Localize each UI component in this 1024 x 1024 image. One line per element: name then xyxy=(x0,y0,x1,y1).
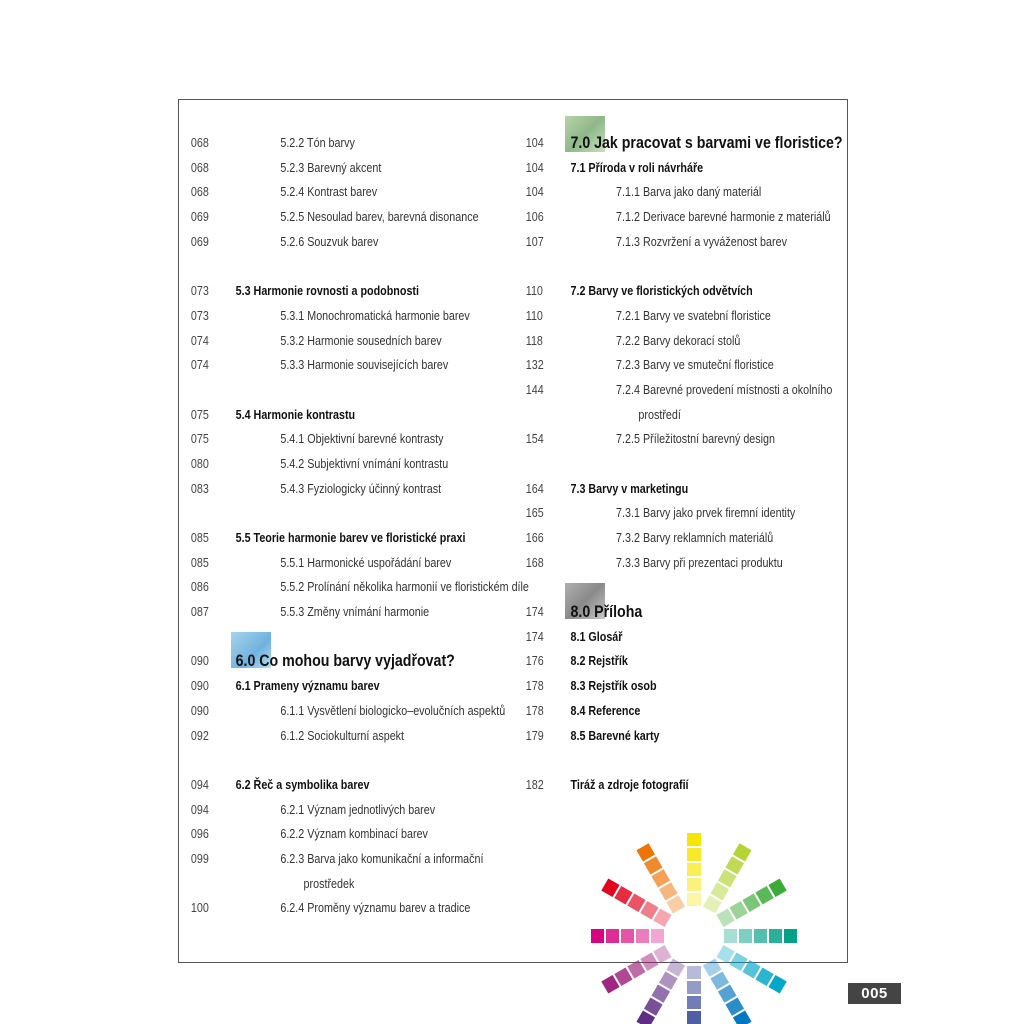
toc-page-number: 068 xyxy=(190,160,209,175)
toc-page-number: 085 xyxy=(190,555,209,570)
toc-entry-title: 6.2.1 Význam jednotlivých barev xyxy=(280,802,436,817)
toc-entry xyxy=(178,403,505,428)
toc-entry xyxy=(512,205,839,230)
toc-entry-title: 6.2.2 Význam kombinací barev xyxy=(280,827,428,842)
toc-page-number: 178 xyxy=(525,679,544,694)
toc-page-number: 144 xyxy=(525,382,544,397)
toc-entry-title: 8.5 Barevné karty xyxy=(570,728,660,743)
toc-page-number: 075 xyxy=(190,432,209,447)
toc-page-number: 106 xyxy=(525,210,544,225)
toc-entry xyxy=(178,427,505,452)
toc-entry-title: Tiráž a zdroje fotografií xyxy=(570,777,689,792)
toc-page-number: 087 xyxy=(190,605,209,620)
toc-page-number: 168 xyxy=(525,555,544,570)
toc-entry xyxy=(512,526,839,551)
toc-entry-title: 5.2.2 Tón barvy xyxy=(280,136,355,150)
toc-entry xyxy=(178,798,505,823)
toc-page-number: 074 xyxy=(190,333,209,348)
toc-page-number: 092 xyxy=(190,728,209,743)
color-wheel-swatch xyxy=(724,929,737,943)
toc-entry-title: 7.1.3 Rozvržení a vyváženost barev xyxy=(616,234,787,249)
toc-page-number: 069 xyxy=(190,234,209,249)
toc-entry xyxy=(512,353,839,378)
toc-page-number: 165 xyxy=(525,506,544,521)
toc-page-number: 090 xyxy=(190,654,209,669)
toc-entry-title: 6.1.1 Vysvětlení biologicko–evolučních aspektů xyxy=(280,703,506,718)
toc-entry xyxy=(512,304,839,329)
toc-page-number: 154 xyxy=(525,432,544,447)
toc-entry-title: 5.5.1 Harmonické uspořádání barev xyxy=(280,555,452,570)
toc-entry-title: 8.2 Rejstřík xyxy=(570,654,628,669)
color-wheel-graphic xyxy=(586,828,802,1024)
color-wheel-swatch xyxy=(687,981,701,994)
toc-page-number: 132 xyxy=(525,358,544,373)
toc-entry xyxy=(178,156,505,181)
toc-entry-title: 6.0 Co mohou barvy vyjadřovat? xyxy=(235,652,455,671)
toc-page-number: 174 xyxy=(525,629,544,644)
toc-page-number: 110 xyxy=(525,308,543,323)
toc-entry xyxy=(512,279,839,304)
toc-entry xyxy=(178,452,505,477)
toc-entry-title: 7.2 Barvy ve floristických odvětvích xyxy=(570,284,753,299)
toc-entry xyxy=(512,156,839,181)
toc-entry-title: prostředek xyxy=(303,876,355,891)
toc-entry xyxy=(178,724,505,749)
color-wheel-swatch xyxy=(687,996,701,1009)
toc-entry-title: 7.2.2 Barvy dekorací stolů xyxy=(616,333,741,348)
page-number-badge: 005 xyxy=(848,983,901,1004)
toc-entry-title: 5.5.2 Prolínání několika harmonií ve floristickém díle xyxy=(280,580,529,595)
toc-entry xyxy=(178,304,505,329)
toc-entry-title: 7.1.2 Derivace barevné harmonie z materiálů xyxy=(616,210,831,225)
toc-page-number: 104 xyxy=(525,136,544,150)
toc-entry xyxy=(178,674,505,699)
color-wheel-swatch xyxy=(739,929,752,943)
color-wheel-swatch xyxy=(769,929,782,943)
toc-entry xyxy=(512,699,839,724)
color-wheel-swatch xyxy=(687,833,701,846)
toc-entry-title: 5.2.6 Souzvuk barev xyxy=(280,234,379,249)
toc-entry-title: 7.1.1 Barva jako daný materiál xyxy=(616,185,762,200)
toc-entry xyxy=(178,649,505,674)
toc-entry xyxy=(178,180,505,205)
toc-page-number: 068 xyxy=(190,136,209,150)
toc-entry-title: 7.3.3 Barvy při prezentaci produktu xyxy=(616,555,783,570)
toc-page-number: 110 xyxy=(525,284,543,299)
toc-entry xyxy=(178,822,505,847)
toc-entry-title: 8.3 Rejstřík osob xyxy=(570,679,657,694)
toc-entry xyxy=(178,773,505,798)
color-wheel-swatch xyxy=(687,966,701,979)
toc-entry-title: 6.2.4 Proměny významu barev a tradice xyxy=(280,901,471,916)
toc-entry-title: 7.0 Jak pracovat s barvami ve floristice? xyxy=(570,134,843,152)
color-wheel-swatch xyxy=(687,878,701,891)
toc-entry-title: 5.4.2 Subjektivní vnímání kontrastu xyxy=(280,456,449,471)
toc-entry xyxy=(512,674,839,699)
toc-entry xyxy=(178,526,505,551)
toc-page-number: 090 xyxy=(190,703,209,718)
toc-entry-title: 7.2.1 Barvy ve svatební floristice xyxy=(616,308,771,323)
toc-entry xyxy=(512,600,839,625)
toc-entry xyxy=(178,896,505,921)
toc-entry-title: 7.2.4 Barevné provedení místnosti a okolního xyxy=(616,382,833,397)
toc-entry-title: 6.2.3 Barva jako komunikační a informační xyxy=(280,851,484,866)
toc-page-number: 166 xyxy=(525,531,544,545)
toc-entry xyxy=(178,872,505,897)
toc-entry-title: 7.3.1 Barvy jako prvek firemní identity xyxy=(616,506,796,521)
toc-page-number: 075 xyxy=(190,407,209,422)
toc-page-number: 083 xyxy=(190,481,209,496)
color-wheel-swatch xyxy=(591,929,604,943)
toc-entry-title: 5.5 Teorie harmonie barev ve floristické praxi xyxy=(235,531,466,545)
toc-left-column xyxy=(178,131,529,921)
toc-page-number: 164 xyxy=(525,481,544,496)
toc-entry xyxy=(178,600,505,625)
toc-entry-title: 8.1 Glosář xyxy=(570,629,623,644)
toc-entry-title: prostředí xyxy=(638,407,681,422)
toc-entry xyxy=(512,724,839,749)
toc-entry xyxy=(512,551,839,576)
toc-entry xyxy=(178,699,505,724)
toc-page-number: 086 xyxy=(190,580,209,595)
toc-entry xyxy=(178,353,505,378)
toc-page-number: 176 xyxy=(525,654,544,669)
toc-entry xyxy=(512,625,839,650)
toc-entry-title: 7.2.3 Barvy ve smuteční floristice xyxy=(616,358,774,373)
color-wheel-swatch xyxy=(687,848,701,861)
toc-entry-title: 8.0 Příloha xyxy=(570,603,643,622)
toc-page-number: 094 xyxy=(190,777,209,792)
toc-entry xyxy=(178,575,529,600)
toc-entry-title: 7.3.2 Barvy reklamních materiálů xyxy=(616,531,774,545)
toc-page-number: 090 xyxy=(190,679,209,694)
toc-entry-title: 7.1 Příroda v roli návrháře xyxy=(570,160,704,175)
color-wheel-swatch xyxy=(687,893,701,906)
toc-entry xyxy=(178,551,505,576)
toc-page-number: 069 xyxy=(190,210,209,225)
toc-page-number: 073 xyxy=(190,284,209,299)
toc-entry-title: 7.2.5 Příležitostní barevný design xyxy=(616,432,776,447)
toc-page-number: 104 xyxy=(525,160,544,175)
toc-entry-title: 5.3.1 Monochromatická harmonie barev xyxy=(280,308,470,323)
toc-entry xyxy=(512,403,839,428)
toc-page-number: 178 xyxy=(525,703,544,718)
toc-page-number: 100 xyxy=(190,901,209,916)
toc-entry xyxy=(512,131,843,156)
toc-page-number: 104 xyxy=(525,185,544,200)
toc-entry xyxy=(512,773,839,798)
color-wheel-swatch xyxy=(687,863,701,876)
toc-entry-title: 5.5.3 Změny vnímání harmonie xyxy=(280,605,430,620)
color-wheel-swatch xyxy=(784,929,797,943)
toc-entry-title: 6.1.2 Sociokulturní aspekt xyxy=(280,728,405,743)
toc-entry xyxy=(178,230,505,255)
toc-entry xyxy=(512,501,839,526)
toc-entry-title: 5.4 Harmonie kontrastu xyxy=(235,407,356,422)
toc-entry xyxy=(178,131,505,156)
toc-entry xyxy=(178,847,505,872)
toc-entry-title: 8.4 Reference xyxy=(570,703,641,718)
color-wheel-swatch xyxy=(606,929,619,943)
color-wheel-swatch xyxy=(621,929,634,943)
toc-entry-title: 5.3.2 Harmonie sousedních barev xyxy=(280,333,442,348)
toc-entry-title: 6.2 Řeč a symbolika barev xyxy=(235,777,370,792)
color-wheel-swatch xyxy=(687,1011,701,1024)
toc-entry-title: 5.2.4 Kontrast barev xyxy=(280,185,378,200)
toc-page-number: 107 xyxy=(525,234,544,249)
toc-entry xyxy=(512,649,839,674)
toc-entry-title: 7.3 Barvy v marketingu xyxy=(570,481,689,496)
toc-entry-title: 5.4.1 Objektivní barevné kontrasty xyxy=(280,432,444,447)
toc-right-column xyxy=(512,131,843,798)
color-wheel-swatch xyxy=(754,929,767,943)
toc-page-number: 099 xyxy=(190,851,209,866)
toc-page-number: 174 xyxy=(525,605,544,620)
toc-page-number: 085 xyxy=(190,531,209,545)
toc-page-number: 068 xyxy=(190,185,209,200)
toc-entry-title: 5.2.5 Nesoulad barev, barevná disonance xyxy=(280,210,479,225)
toc-entry-title: 5.3.3 Harmonie souvisejících barev xyxy=(280,358,449,373)
toc-page-number: 074 xyxy=(190,358,209,373)
toc-entry-title: 5.3 Harmonie rovnosti a podobnosti xyxy=(235,284,420,299)
toc-entry xyxy=(512,329,839,354)
toc-entry xyxy=(178,205,505,230)
toc-entry-title: 5.4.3 Fyziologicky účinný kontrast xyxy=(280,481,442,496)
toc-page-number: 073 xyxy=(190,308,209,323)
toc-entry xyxy=(512,230,839,255)
toc-entry xyxy=(512,180,839,205)
color-wheel-swatch xyxy=(636,929,649,943)
toc-entry-title: 5.2.3 Barevný akcent xyxy=(280,160,382,175)
toc-page-number: 080 xyxy=(190,456,209,471)
toc-entry xyxy=(512,378,839,403)
toc-entry-title: 6.1 Prameny významu barev xyxy=(235,679,380,694)
toc-page-number: 118 xyxy=(525,333,543,348)
color-wheel-swatch xyxy=(651,929,664,943)
toc-page-number: 179 xyxy=(525,728,544,743)
toc-entry xyxy=(178,477,505,502)
toc-entry xyxy=(512,427,839,452)
toc-page-number: 094 xyxy=(190,802,209,817)
toc-entry xyxy=(178,329,505,354)
toc-entry xyxy=(512,477,839,502)
toc-page-number: 096 xyxy=(190,827,209,842)
toc-entry xyxy=(178,279,505,304)
toc-page-number: 182 xyxy=(525,777,544,792)
